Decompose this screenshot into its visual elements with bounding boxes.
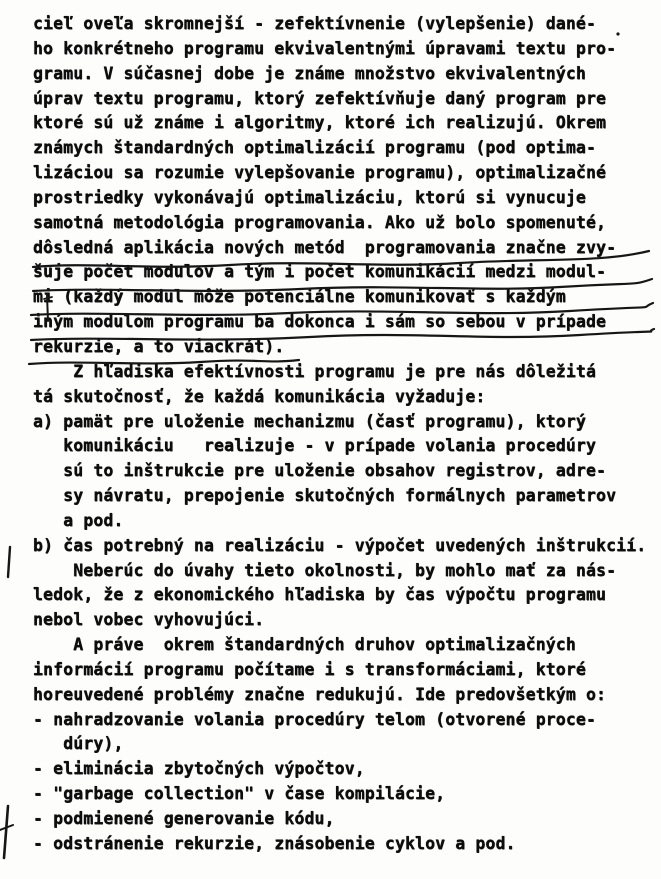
text-line-underlined: rekurzie, a to viackrát).	[33, 336, 285, 356]
text-line: cieľ oveľa skromnejší - zefektívnenie (vylepšenie) dané-	[33, 14, 597, 33]
text-line: Neberúc do úvahy tieto okolnosti, by mohlo mať za nás-	[33, 560, 617, 580]
text-line-underlined: šuje počet modulov a tým i počet komunikácií medzi modul-	[33, 262, 607, 282]
text-line: informácií programu počítame i s transformáciami, ktoré	[33, 659, 586, 679]
list-item-line: - nahradzovanie volania procedúry telom (otvorené proce-	[33, 709, 597, 729]
text-line: prostriedky vykonávajú optimalizáciu, ktorú si vynucuje	[33, 187, 586, 207]
list-item-line: - eliminácia zbytočných výpočtov,	[33, 759, 365, 779]
margin-mark	[8, 547, 10, 577]
list-item-line: dúry),	[33, 734, 124, 754]
margin-mark	[0, 825, 13, 830]
text-line-underlined: dôsledná aplikácia nových metód programovania značne zvy-	[33, 237, 617, 257]
text-line: Z hľadiska efektívnosti programu je pre nás dôležitá	[33, 361, 597, 381]
typewritten-text-block	[33, 12, 655, 857]
text-line: sy návratu, prepojenie skutočných formálnych parametrov	[33, 486, 617, 506]
text-line: lizáciou sa rozumie vylepšovanie programu), optimalizačné	[33, 163, 607, 183]
text-line-item-a: a) pamät pre uloženie mechanizmu (časť programu), ktorý	[33, 411, 586, 431]
text-line: známych štandardných optimalizácií programu (pod optima-	[33, 138, 597, 158]
text-line: ktoré sú už známe i algoritmy, ktoré ich realizujú. Okrem	[33, 113, 607, 133]
list-item-line: - "garbage collection" v čase kompilácie,	[33, 784, 446, 804]
text-line: úprav textu programu, ktorý zefektívňuje daný program pre	[33, 88, 607, 108]
text-line: komunikáciu realizuje - v prípade volania procedúry	[33, 436, 597, 456]
text-line: a pod.	[33, 510, 124, 530]
text-line: ho konkrétneho programu ekvivalentnými úpravami textu pro-	[33, 38, 617, 58]
text-line: ledok, že z ekonomického hľadiska by čas výpočtu programu	[33, 585, 607, 605]
text-line: samotná metodológia programovania. Ako už bolo spomenuté,	[33, 212, 607, 232]
list-item-line: - odstránenie rekurzie, znásobenie cyklov a pod.	[33, 833, 516, 853]
text-line: nebol vobec vyhovujúci.	[33, 610, 265, 630]
text-line-underlined: mi (každý modul môže potenciálne komunikovať s každým	[33, 287, 566, 307]
text-line: tá skutočnosť, že každá komunikácia vyžaduje:	[33, 386, 486, 406]
text-line: horeuvedené problémy značne redukujú. Ide predovšetkým o:	[33, 684, 607, 704]
text-line-underlined: iným modulom programu ba dokonca i sám so sebou v prípade	[33, 312, 607, 332]
margin-mark	[4, 806, 8, 858]
text-line: gramu. V súčasnej dobe je známe množstvo ekvivalentných	[33, 63, 586, 83]
text-line-item-b: b) čas potrebný na realizáciu - výpočet uvedených inštrukcií.	[33, 535, 647, 555]
text-line: A práve okrem štandardných druhov optimalizačných	[33, 635, 576, 655]
list-item-line: - podmienené generovanie kódu,	[33, 809, 335, 828]
text-line: sú to inštrukcie pre uloženie obsahov registrov, adre-	[33, 461, 607, 481]
